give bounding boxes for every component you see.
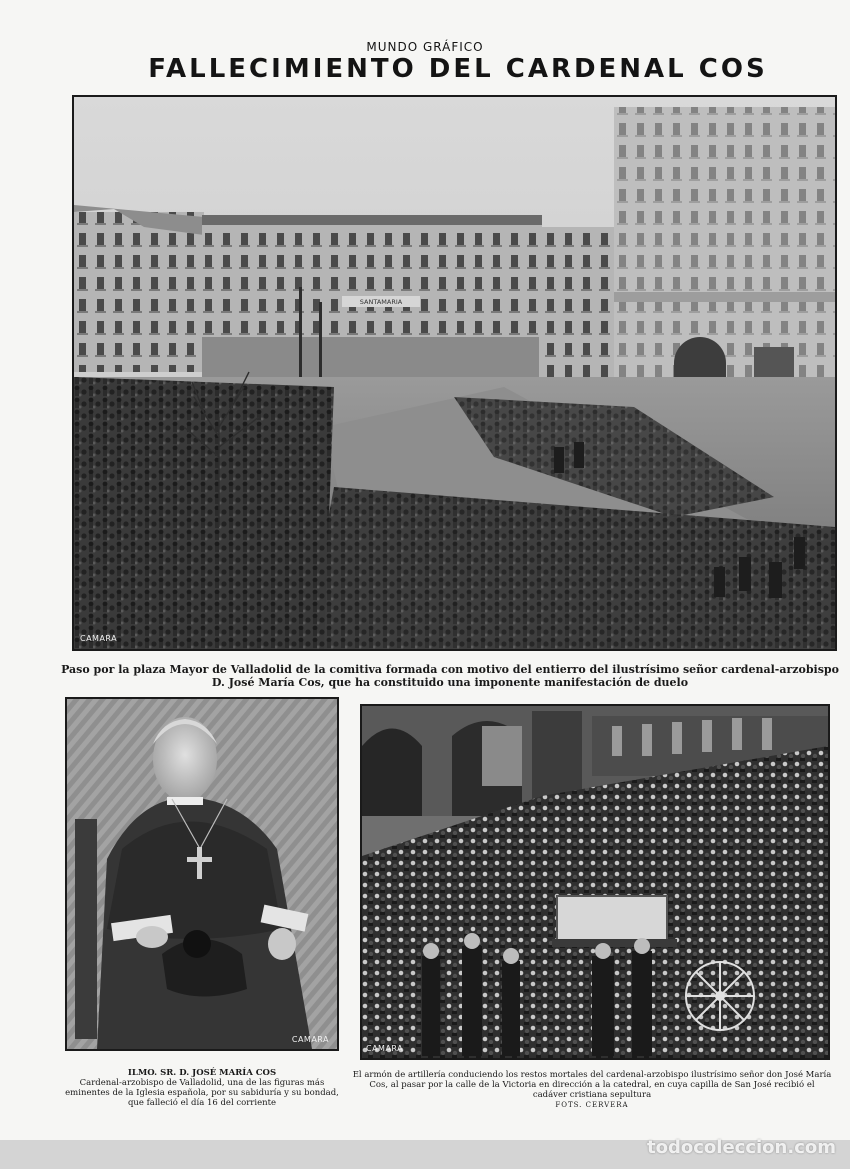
photo-credit-carriage: CAMARA bbox=[366, 1044, 404, 1053]
caption-plaza-line-1: Paso por la plaza Mayor de Valladolid de la comitiva formada con motivo del entierro del ilustrísimo señor cardenal-arzobispo bbox=[61, 663, 839, 676]
photo-credit-portrait: CAMARA bbox=[291, 1035, 329, 1044]
plaza-mayor-illustration bbox=[74, 97, 835, 649]
shop-sign-text: SANTAMARIA bbox=[359, 298, 403, 306]
caption-portrait-title: ILMO. SR. D. JOSÉ MARÍA COS bbox=[127, 1068, 277, 1078]
headline: FALLECIMIENTO DEL CARDENAL COS bbox=[148, 54, 768, 84]
photo-gun-carriage bbox=[360, 704, 830, 1060]
photo-portrait-cardinal bbox=[65, 697, 339, 1051]
photo-credit-top: CAMARA bbox=[80, 634, 118, 643]
caption-carriage-body: El armón de artillería conduciendo los restos mortales del cardenal-arzobispo ilustrísimo señor don José María Cos, al pasar por la calle de la Victoria en dirección a la catedral, en cuya capilla de San José recibió el cadáver cristiana sepultura bbox=[352, 1070, 832, 1100]
caption-portrait-body: Cardenal-arzobispo de Valladolid, una de las figuras más eminentes de la Iglesia española, por su sabiduría y su bondad, que falleció el día 16 del corriente bbox=[65, 1078, 339, 1108]
gun-carriage-illustration bbox=[362, 706, 828, 1058]
caption-photo-credit: FOTS. CERVERA bbox=[555, 1101, 629, 1109]
caption-portrait bbox=[62, 1068, 342, 1108]
caption-gun-carriage bbox=[352, 1070, 832, 1110]
watermark: todocoleccion.com bbox=[647, 1137, 836, 1158]
photo-plaza-mayor bbox=[72, 95, 837, 651]
caption-plaza-mayor bbox=[60, 663, 840, 689]
masthead: MUNDO GRÁFICO bbox=[366, 40, 484, 54]
portrait-illustration bbox=[67, 699, 337, 1049]
caption-plaza-line-2: D. José María Cos, que ha constituido una imponente manifestación de duelo bbox=[211, 676, 689, 689]
